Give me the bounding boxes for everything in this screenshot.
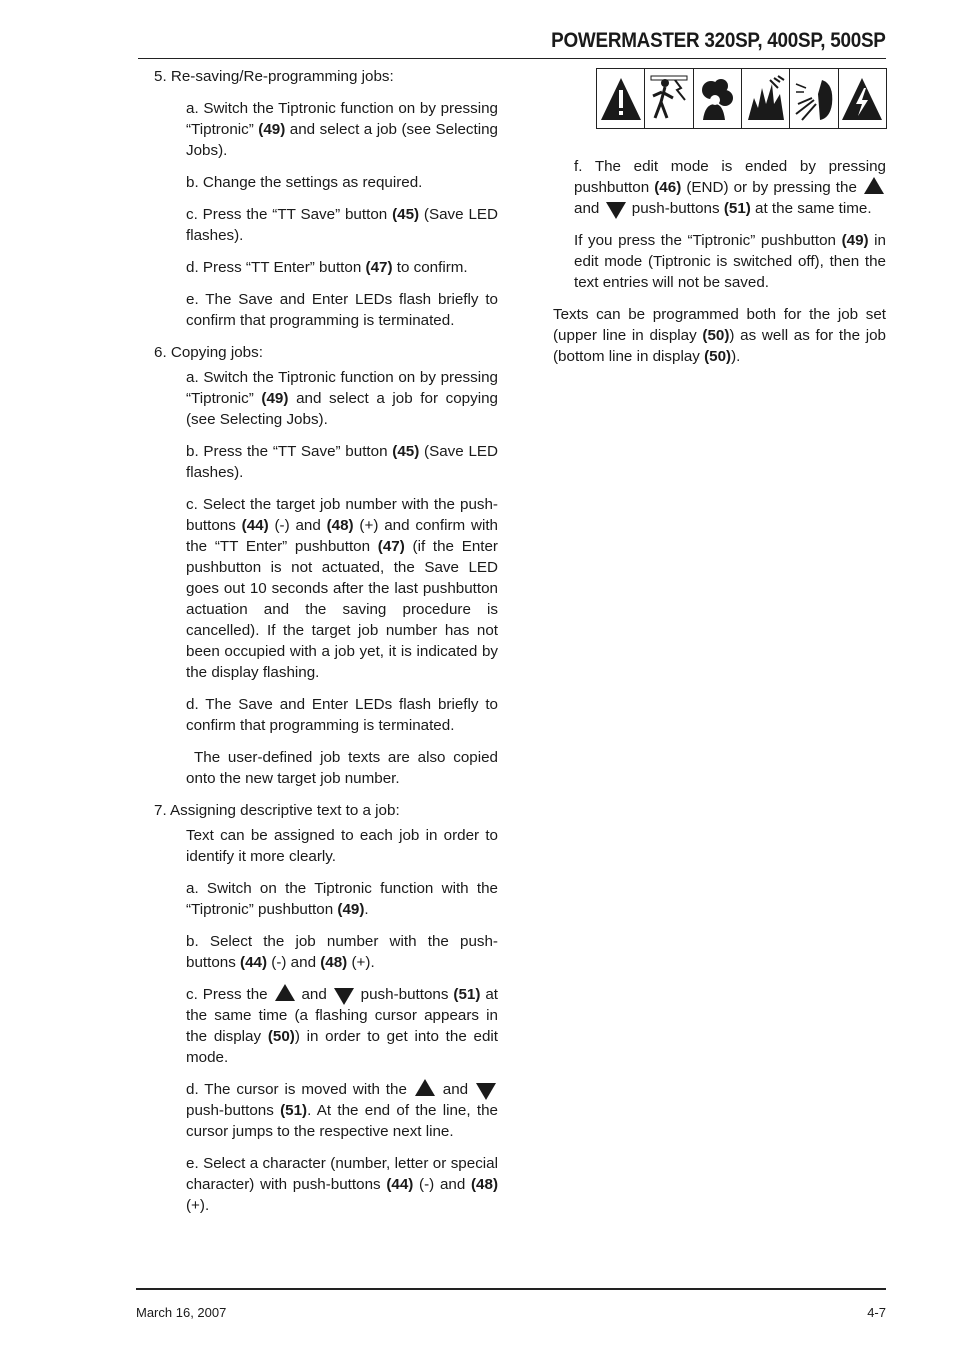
up-arrow-icon	[275, 984, 295, 1001]
down-arrow-icon	[476, 1083, 496, 1100]
down-arrow-icon	[606, 202, 626, 219]
step-7b: b. Select the job number with the push-buttons (44) (-) and (48) (+).	[186, 933, 498, 971]
footer-page-number: 4-7	[867, 1305, 886, 1320]
section-7-heading: 7. Assigning descriptive text to a job:	[154, 802, 400, 819]
fire-explosion-icon	[742, 69, 790, 128]
step-7h: Texts can be programmed both for the job set (upper line in display (50)) as well as for the job (bottom line in display (50)).	[553, 306, 886, 365]
footer-date: March 16, 2007	[136, 1305, 227, 1320]
step-7f: f. The edit mode is ended by pressing pushbutton (46) (END) or by pressing the and push-buttons (51) at the same time.	[574, 158, 886, 217]
step-6d: d. The Save and Enter LEDs flash briefly to confirm that programming is terminated.	[186, 696, 498, 734]
step-5c: c. Press the “TT Save” button (45) (Save LED flashes).	[186, 206, 498, 244]
step-5e: e. The Save and Enter LEDs flash briefly to confirm that programming is terminated.	[186, 291, 498, 329]
up-arrow-icon	[415, 1079, 435, 1096]
high-voltage-icon	[839, 69, 886, 128]
left-column	[136, 66, 498, 1227]
arc-rays-icon	[790, 69, 838, 128]
step-6-note: The user-defined job texts are also copied onto the new target job number.	[186, 749, 498, 787]
step-7-intro: Text can be assigned to each job in order to identify it more clearly.	[186, 827, 498, 865]
electric-shock-icon	[645, 69, 693, 128]
step-7a: a. Switch on the Tiptronic function with the “Tiptronic” pushbutton (49).	[186, 880, 498, 918]
fumes-icon	[694, 69, 742, 128]
right-column	[553, 156, 886, 378]
step-5a: a. Switch the Tiptronic function on by pressing “Tiptronic” (49) and select a job (see Selecting Jobs).	[186, 100, 498, 159]
section-6-heading: 6. Copying jobs:	[154, 344, 263, 361]
step-7d: d. The cursor is moved with the and push-buttons (51). At the end of the line, the cursor jumps to the respective next line.	[186, 1081, 498, 1140]
page-header-title: POWERMASTER 320SP, 400SP, 500SP	[551, 29, 886, 52]
step-5b: b. Change the settings as required.	[186, 174, 423, 191]
warning-triangle-icon	[597, 69, 645, 128]
footer-rule	[136, 1288, 886, 1290]
down-arrow-icon	[334, 988, 354, 1005]
step-6a: a. Switch the Tiptronic function on by pressing “Tiptronic” (49) and select a job for copying (see Selecting Jobs).	[186, 369, 498, 428]
section-5-heading: 5. Re-saving/Re-programming jobs:	[154, 68, 394, 85]
warning-symbols-strip	[596, 68, 887, 129]
step-7e: e. Select a character (number, letter or special character) with push-buttons (44) (-) and (48) (+).	[186, 1155, 499, 1214]
step-7g: If you press the “Tiptronic” pushbutton (49) in edit mode (Tiptronic is switched off), then the text entries will not be saved.	[574, 232, 886, 291]
step-5d: d. Press “TT Enter” button (47) to confirm.	[186, 259, 468, 276]
header-rule	[138, 58, 886, 59]
up-arrow-icon	[864, 177, 884, 194]
step-6c: c. Select the target job number with the push-buttons (44) (-) and (48) (+) and confirm with the “TT Enter” pushbutton (47) (if the Enter pushbutton is not actuated, the Save LED goes out 10 seconds after the last pushbutton actuation and the saving procedure is cancelled). If the target job number has not been occupied with a job yet, it is indicated by the display flashing.	[186, 496, 498, 681]
step-7c: c. Press the and push-buttons (51) at the same time (a flashing cursor appears in the display (50)) in order to get into the edit mode.	[186, 986, 499, 1066]
step-6b: b. Press the “TT Save” button (45) (Save LED flashes).	[186, 443, 498, 481]
